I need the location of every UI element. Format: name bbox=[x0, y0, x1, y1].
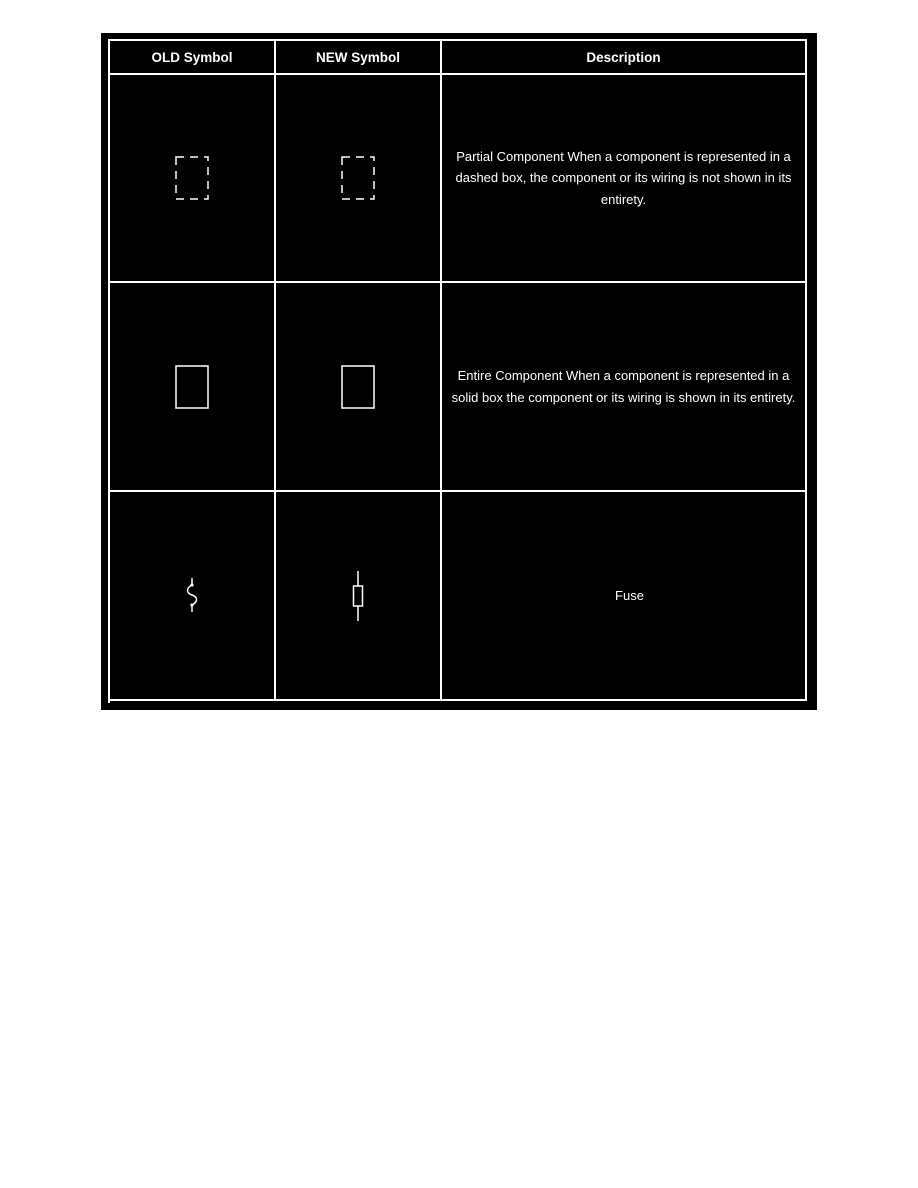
fuse-rectangle-icon bbox=[348, 570, 368, 622]
old-symbol-cell bbox=[110, 492, 276, 701]
old-symbol-cell bbox=[110, 283, 276, 492]
symbol-table bbox=[108, 39, 807, 703]
description-text: Fuse bbox=[615, 587, 644, 603]
header-description: Description bbox=[442, 41, 807, 75]
fuse-wave-icon bbox=[182, 576, 202, 616]
description-cell bbox=[442, 283, 807, 492]
solid-box-icon bbox=[174, 364, 210, 410]
new-symbol-cell bbox=[276, 492, 442, 701]
dashed-box-icon bbox=[174, 155, 210, 201]
dashed-box-icon bbox=[340, 155, 376, 201]
old-symbol-cell bbox=[110, 75, 276, 283]
description-cell bbox=[442, 492, 807, 701]
description-text: Partial Component When a component is represented in a dashed box, the component or its wiring is not shown in its entirety. bbox=[455, 148, 792, 207]
symbol-table-panel bbox=[101, 33, 817, 710]
solid-box-icon bbox=[340, 364, 376, 410]
header-old-symbol: OLD Symbol bbox=[110, 41, 276, 75]
new-symbol-cell bbox=[276, 75, 442, 283]
description-cell bbox=[442, 75, 807, 283]
new-symbol-cell bbox=[276, 283, 442, 492]
description-text: Entire Component When a component is represented in a solid box the component or its wiring is shown in its entirety. bbox=[451, 368, 796, 405]
header-new-symbol: NEW Symbol bbox=[276, 41, 442, 75]
